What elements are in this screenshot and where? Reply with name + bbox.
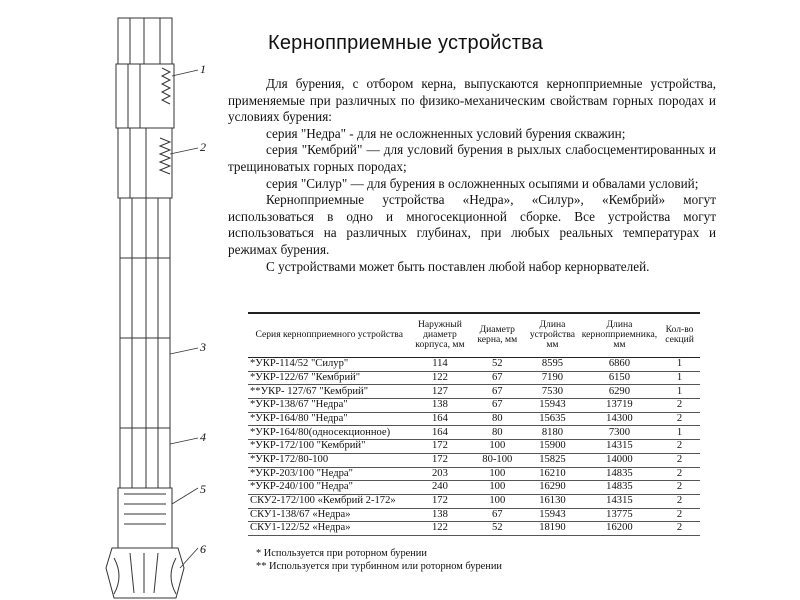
table-row <box>248 358 700 372</box>
table-cell: 6150 <box>580 371 659 385</box>
table-cell: 14315 <box>580 494 659 508</box>
table-cell: 138 <box>410 399 469 413</box>
table-cell: *УКР-172/80-100 <box>248 453 410 467</box>
table-cell: 8595 <box>525 358 580 372</box>
table-cell: 14835 <box>580 481 659 495</box>
table-row <box>248 440 700 454</box>
column-header: Наружный диаметр корпуса, мм <box>410 313 469 358</box>
paragraph-core-catchers: С устройствами может быть поставлен любой набор кернорвателей. <box>266 258 650 274</box>
table-row <box>248 399 700 413</box>
table-cell: 18190 <box>525 522 580 536</box>
paragraph-series-nedra: серия "Недра" - для не осложненных условий бурения скважин; <box>266 125 626 141</box>
table-row <box>248 508 700 522</box>
table-cell: *УКР-122/67 "Кембрий" <box>248 371 410 385</box>
table-cell: 114 <box>410 358 469 372</box>
table-cell: 52 <box>469 358 525 372</box>
table-cell: *УКР-203/100 "Недра" <box>248 467 410 481</box>
table-row <box>248 522 700 536</box>
table-cell: 122 <box>410 522 469 536</box>
table-cell: *УКР-164/80 "Недра" <box>248 412 410 426</box>
table-cell: 16130 <box>525 494 580 508</box>
callout-4: 4 <box>200 430 206 444</box>
table-cell: 67 <box>469 371 525 385</box>
table-cell: *УКР-114/52 "Силур" <box>248 358 410 372</box>
table-row <box>248 426 700 440</box>
table-row <box>248 385 700 399</box>
table-cell: 1 <box>659 385 700 399</box>
table-cell: 172 <box>410 494 469 508</box>
table-cell: 14000 <box>580 453 659 467</box>
table-cell: *УКР-240/100 "Недра" <box>248 481 410 495</box>
footnotes <box>256 548 636 573</box>
table-row <box>248 467 700 481</box>
table-cell: 80-100 <box>469 453 525 467</box>
table-cell: 2 <box>659 453 700 467</box>
table-cell: 13719 <box>580 399 659 413</box>
table-cell: **УКР- 127/67 "Кембрий" <box>248 385 410 399</box>
table-cell: 8180 <box>525 426 580 440</box>
table-cell: 14300 <box>580 412 659 426</box>
table-cell: 6860 <box>580 358 659 372</box>
column-header: Длина устройства мм <box>525 313 580 358</box>
table-cell: 15900 <box>525 440 580 454</box>
table-cell: 100 <box>469 494 525 508</box>
table-cell: *УКР-138/67 "Недра" <box>248 399 410 413</box>
paragraph-series-kembriy: серия "Кембрий" — для условий бурения в рыхлых слабосцементированных и трещиноватых горных породах; <box>228 142 716 174</box>
table-cell: 67 <box>469 399 525 413</box>
spec-table <box>248 312 700 536</box>
table-cell: 100 <box>469 440 525 454</box>
table-cell: 16210 <box>525 467 580 481</box>
table-cell: 2 <box>659 508 700 522</box>
column-header: Серия кернопприемного устройства <box>248 313 410 358</box>
table-cell: 2 <box>659 440 700 454</box>
table-cell: 6290 <box>580 385 659 399</box>
callout-3: 3 <box>200 340 206 354</box>
core-barrel-drawing <box>100 8 230 600</box>
table-cell: 1 <box>659 358 700 372</box>
table-cell: СКУ1-138/67 «Недра» <box>248 508 410 522</box>
table-cell: 80 <box>469 412 525 426</box>
table-cell: 15943 <box>525 399 580 413</box>
paragraph-series-silur: серия "Силур" — для бурения в осложненных осыпями и обвалами условий; <box>266 175 699 191</box>
table-cell: 13775 <box>580 508 659 522</box>
table-cell: 2 <box>659 399 700 413</box>
table-cell: 164 <box>410 426 469 440</box>
table-cell: 14315 <box>580 440 659 454</box>
table-cell: 127 <box>410 385 469 399</box>
table-cell: 7530 <box>525 385 580 399</box>
table-row <box>248 412 700 426</box>
table-cell: 122 <box>410 371 469 385</box>
table-cell: 2 <box>659 467 700 481</box>
paragraph-usage: Кернопприемные устройства «Недра», «Силур», «Кембрий» могут использоваться в одно и многосекционной сборке. Все устройства могут использоваться на различных глубинах, при любых реальных температурах и режимах бурения. <box>228 192 716 257</box>
table-cell: 2 <box>659 481 700 495</box>
table-cell: 15635 <box>525 412 580 426</box>
table-cell: 203 <box>410 467 469 481</box>
table-cell: 240 <box>410 481 469 495</box>
table-cell: 15825 <box>525 453 580 467</box>
table-cell: 14835 <box>580 467 659 481</box>
intro-text <box>228 76 716 275</box>
table-row <box>248 481 700 495</box>
table-cell: 16290 <box>525 481 580 495</box>
table-cell: 1 <box>659 371 700 385</box>
table-cell: 100 <box>469 467 525 481</box>
table-row <box>248 371 700 385</box>
column-header: Кол-во секций <box>659 313 700 358</box>
callout-2: 2 <box>200 140 206 154</box>
footnote-rotary: * Используется при роторном бурении <box>256 548 427 559</box>
table-header-row <box>248 313 700 358</box>
table-cell: *УКР-164/80(односекционное) <box>248 426 410 440</box>
table-cell: 7190 <box>525 371 580 385</box>
table-cell: 52 <box>469 522 525 536</box>
footnote-turbine: ** Используется при турбинном или роторном бурении <box>256 560 502 572</box>
table-cell: 7300 <box>580 426 659 440</box>
table-cell: 138 <box>410 508 469 522</box>
table-cell: СКУ2-172/100 «Кембрий 2-172» <box>248 494 410 508</box>
table-cell: 172 <box>410 453 469 467</box>
callout-1: 1 <box>200 62 206 76</box>
table-cell: 172 <box>410 440 469 454</box>
table-cell: 164 <box>410 412 469 426</box>
callout-6: 6 <box>200 542 206 556</box>
column-header: Длина кернопприемника, мм <box>580 313 659 358</box>
table-cell: 1 <box>659 426 700 440</box>
table-cell: СКУ1-122/52 «Недра» <box>248 522 410 536</box>
table-cell: 16200 <box>580 522 659 536</box>
table-row <box>248 494 700 508</box>
table-cell: 15943 <box>525 508 580 522</box>
spec-table-body <box>248 358 700 536</box>
table-cell: 2 <box>659 412 700 426</box>
table-row <box>248 453 700 467</box>
table-cell: 100 <box>469 481 525 495</box>
callout-5: 5 <box>200 482 206 496</box>
table-cell: 2 <box>659 494 700 508</box>
column-header: Диаметр керна, мм <box>469 313 525 358</box>
table-cell: *УКР-172/100 "Кембрий" <box>248 440 410 454</box>
table-cell: 67 <box>469 385 525 399</box>
table-cell: 2 <box>659 522 700 536</box>
paragraph-intro: Для бурения, с отбором керна, выпускаются кернопприемные устройства, применяемые при различных по физико-механическим свойствам горных породах и условиях бурения: <box>228 76 716 125</box>
page-title: Кернопприемные устройства <box>268 32 544 54</box>
table-cell: 67 <box>469 508 525 522</box>
table-cell: 80 <box>469 426 525 440</box>
